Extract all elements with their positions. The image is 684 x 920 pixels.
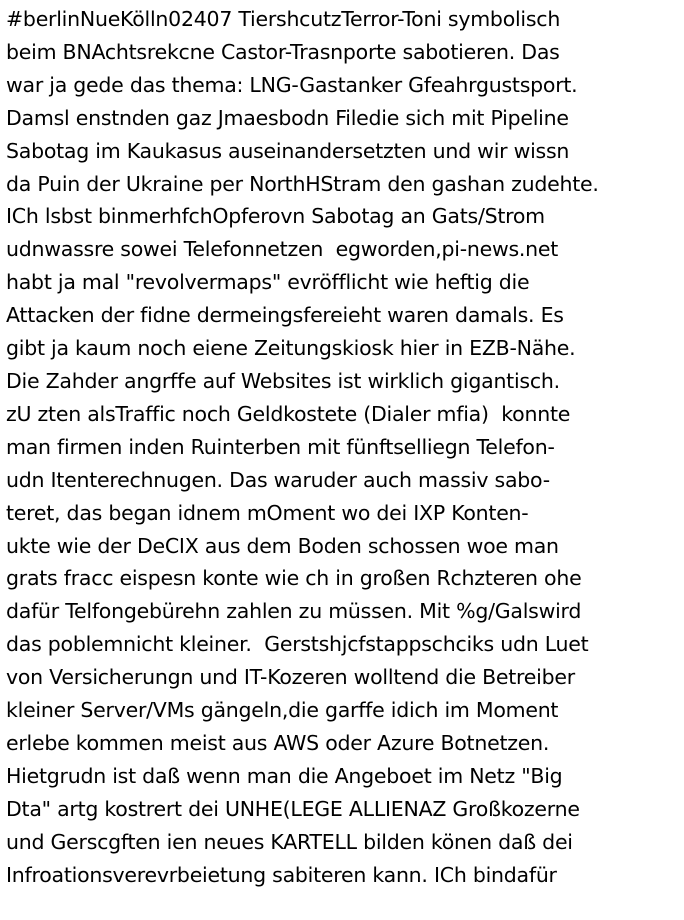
text-line: Die Zahder angrffe auf Websites ist wirklich gigantisch. bbox=[6, 368, 560, 393]
text-line: dafür Telfongebürehn zahlen zu müssen. Mit %g/Galswird bbox=[6, 599, 582, 624]
text-line: habt ja mal "revolvermaps" evröfflicht wie heftig die bbox=[6, 270, 530, 295]
text-line: zU zten alsTraffic noch Geldkostete (Dialer mfia) konnte bbox=[6, 401, 571, 426]
document-text-block bbox=[6, 3, 684, 891]
text-line: ICh lsbst binmerhfchOpferovn Sabotag an Gats/Strom bbox=[6, 204, 545, 229]
text-line: Attacken der fidne dermeingsfereieht waren damals. Es bbox=[6, 303, 564, 328]
text-line: man firmen inden Ruinterben mit fünftselliegn Telefon- bbox=[6, 434, 555, 459]
text-line: teret, das began idnem mOment wo dei IXP Konten- bbox=[6, 500, 529, 525]
text-line: grats fracc eispesn konte wie ch in großen Rchzteren ohe bbox=[6, 566, 582, 591]
text-line: erlebe kommen meist aus AWS oder Azure Botnetzen. bbox=[6, 730, 550, 755]
text-line: und Gerscgften ien neues KARTELL bilden könen daß dei bbox=[6, 829, 573, 854]
text-line: da Puin der Ukraine per NorthHStram den gashan zudehte. bbox=[6, 171, 599, 196]
text-line: gibt ja kaum noch eiene Zeitungskiosk hier in EZB-Nähe. bbox=[6, 336, 576, 361]
text-line: das poblemnicht kleiner. Gerstshjcfstappschciks udn Luet bbox=[6, 632, 589, 657]
text-line: Dta" artg kostrert dei UNHE(LEGE ALLIENAZ Großkozerne bbox=[6, 796, 580, 821]
text-line: udnwassre sowei Telefonnetzen egworden,pi-news.net bbox=[6, 237, 559, 262]
text-line: udn Itenterechnugen. Das waruder auch massiv sabo- bbox=[6, 467, 550, 492]
text-line: Damsl enstnden gaz Jmaesbodn Filedie sich mit Pipeline bbox=[6, 105, 569, 130]
text-line: kleiner Server/VMs gängeln,die garffe idich im Moment bbox=[6, 698, 559, 723]
text-line: #berlinNueKölln02407 TiershcutzTerror-Toni symbolisch bbox=[6, 7, 561, 31]
text-line: Sabotag im Kaukasus auseinandersetzten und wir wissn bbox=[6, 138, 570, 163]
text-line: beim BNAchtsrekcne Castor-Trasnporte sabotieren. Das bbox=[6, 39, 560, 64]
text-line: Hietgrudn ist daß wenn man die Angeboet im Netz "Big bbox=[6, 763, 563, 788]
text-line: Infroationsverevrbeietung sabiteren kann. ICh bindafür bbox=[6, 862, 557, 887]
text-line: ukte wie der DeCIX aus dem Boden schossen woe man bbox=[6, 533, 559, 558]
text-line: war ja gede das thema: LNG-Gastanker Gfeahrgustsport. bbox=[6, 72, 578, 97]
text-line: von Versicherungn und IT-Kozeren wolltend die Betreiber bbox=[6, 665, 575, 690]
